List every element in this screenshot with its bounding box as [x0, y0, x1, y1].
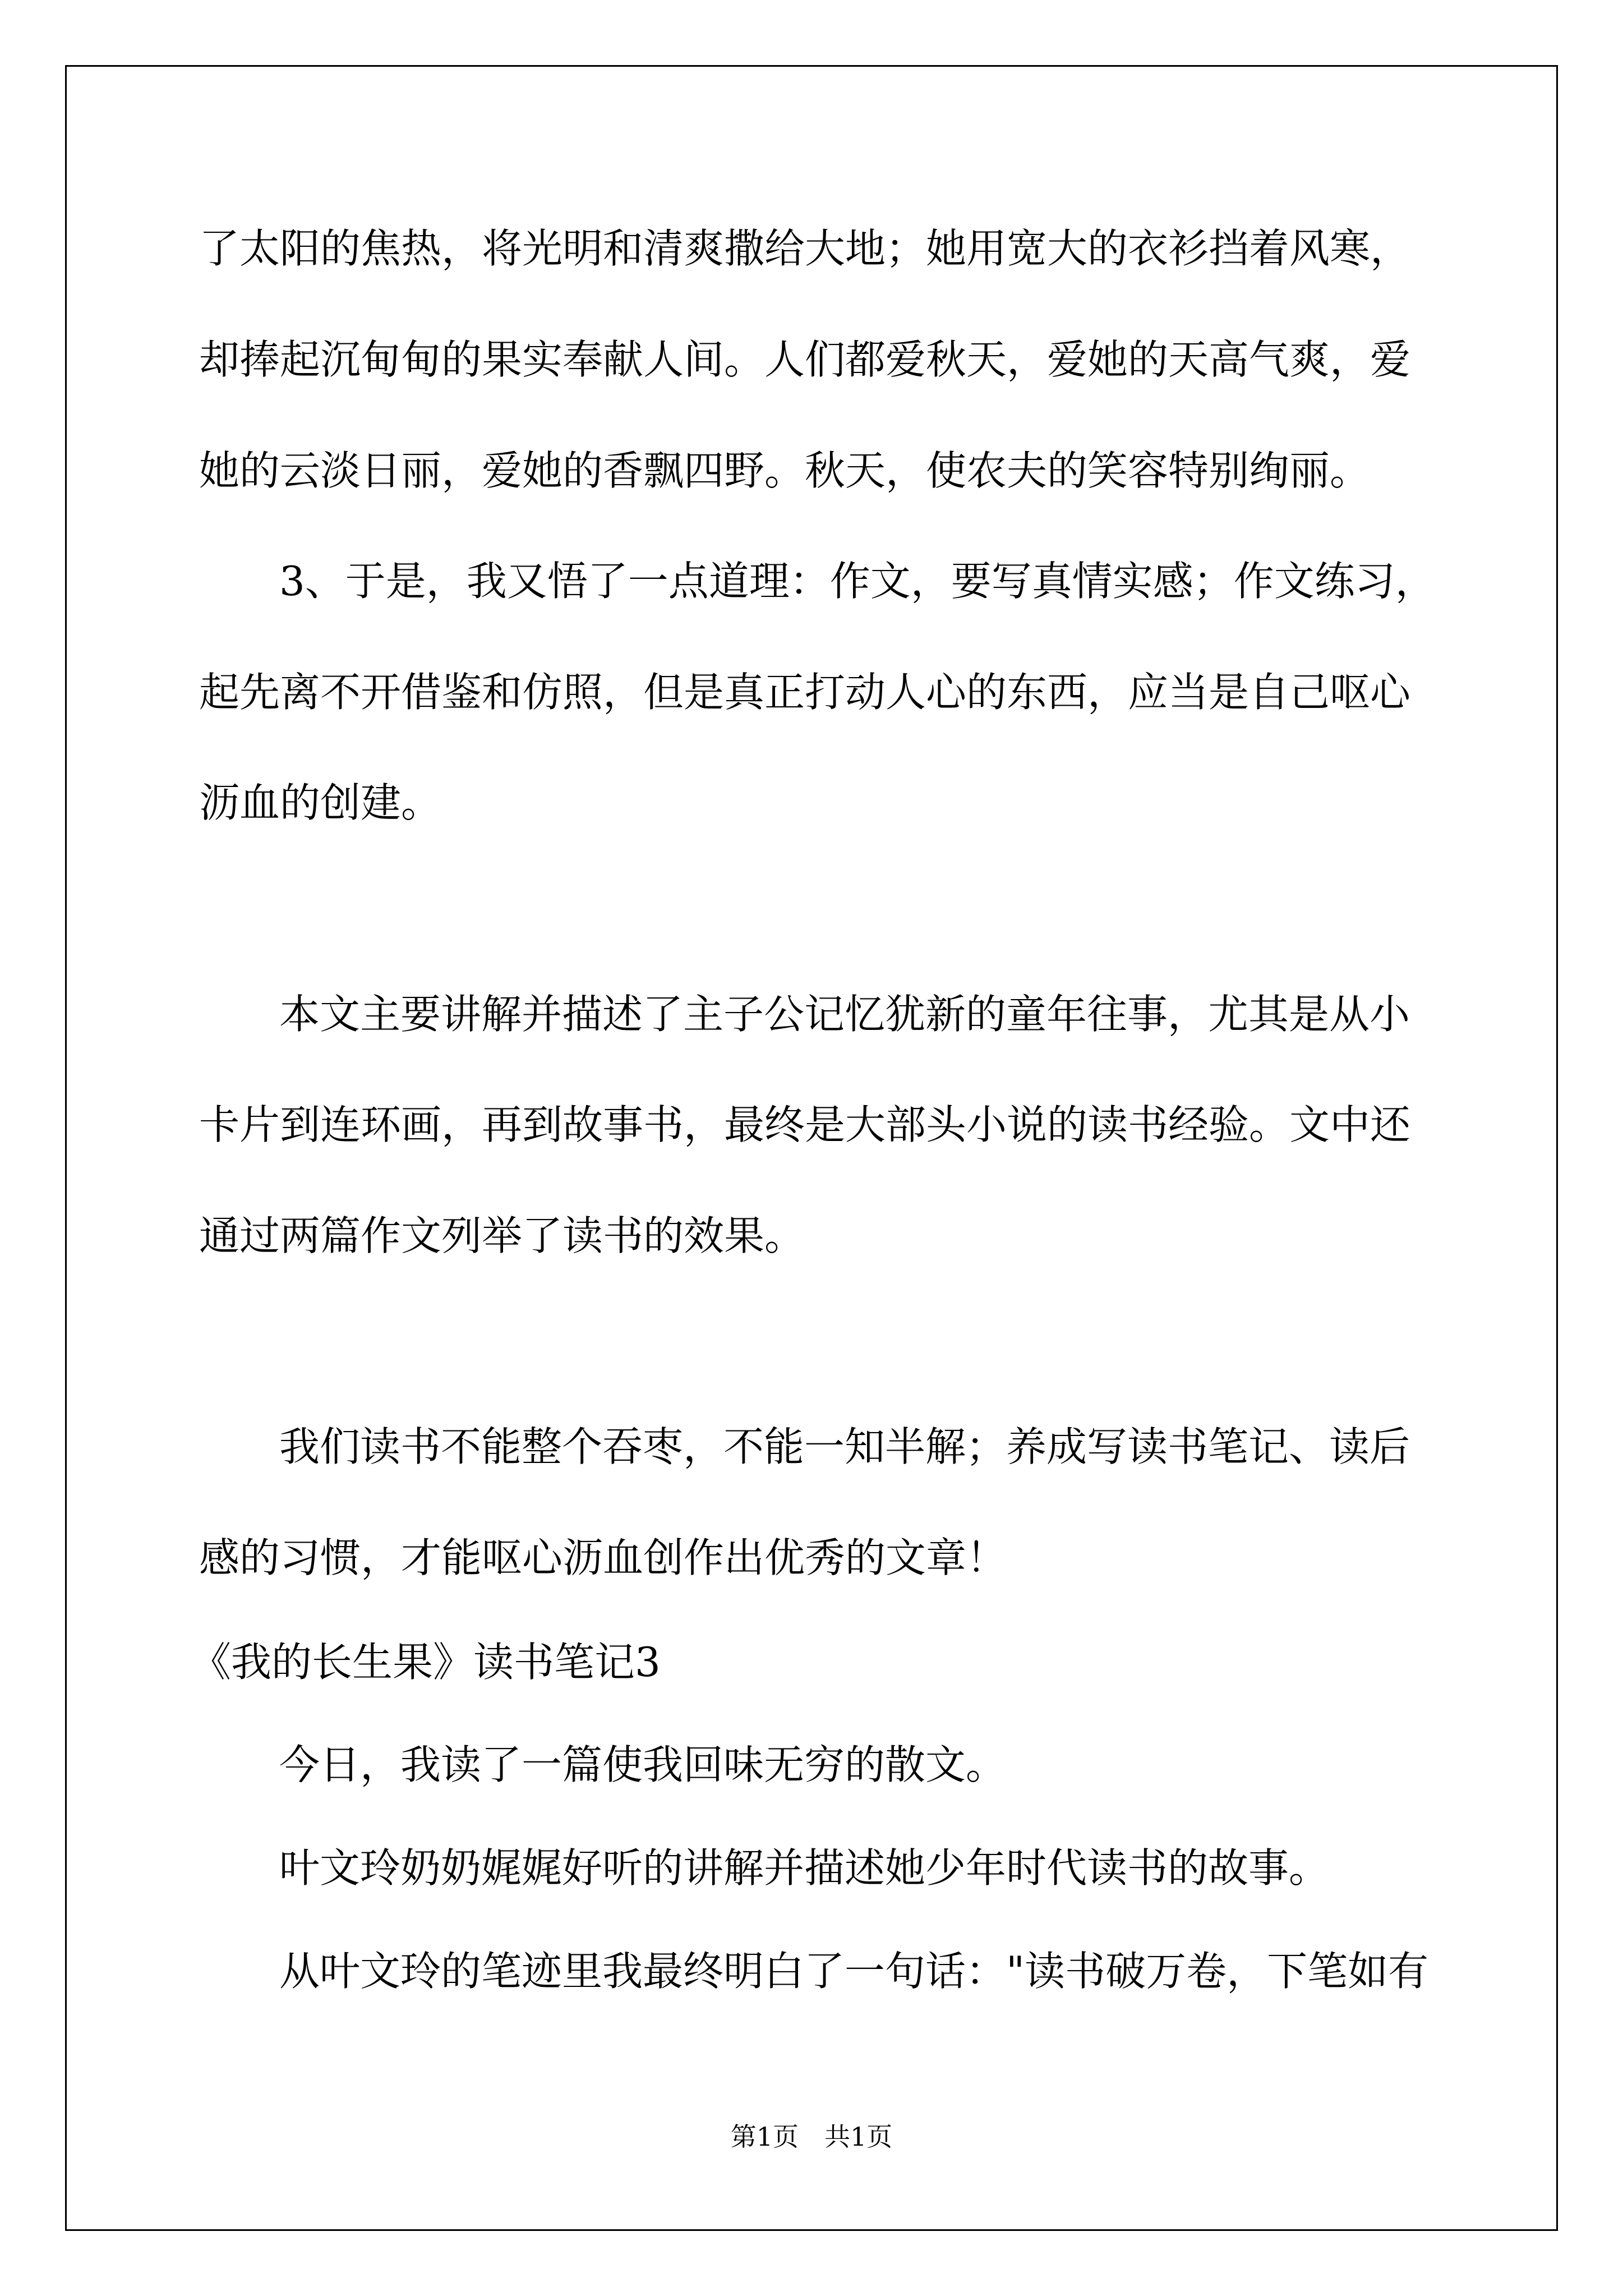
paragraph-line: 感的习惯，才能呕心沥血创作出优秀的文章！ [199, 1534, 1007, 1581]
paragraph-line: 从叶文玲的笔迹里我最终明白了一句话："读书破万卷，下笔如有 [279, 1948, 1429, 1995]
paragraph-line: 3、于是，我又悟了一点道理：作文，要写真情实感；作文练习， [279, 558, 1436, 605]
page-footer: 第1页 共1页 [730, 2122, 893, 2152]
paragraph-line: 我们读书不能整个吞枣，不能一知半解；养成写读书笔记、读后 [279, 1423, 1410, 1470]
paragraph-line: 通过两篇作文列举了读书的效果。 [199, 1212, 805, 1259]
paragraph-line: 今日，我读了一篇使我回味无穷的散文。 [279, 1741, 1007, 1788]
paragraph-line: 卡片到连环画，再到故事书，最终是大部头小说的读书经验。文中还 [199, 1101, 1411, 1148]
paragraph-line: 她的云淡日丽，爱她的香飘四野。秋天，使农夫的笑容特别绚丽。 [199, 447, 1371, 494]
paragraph-line: 起先离不开借鉴和仿照，但是真正打动人心的东西，应当是自己呕心 [199, 669, 1411, 716]
paragraph-line: 却捧起沉甸甸的果实奉献人间。人们都爱秋天，爱她的天高气爽，爱 [199, 336, 1411, 383]
paragraph-line: 了太阳的焦热，将光明和清爽撒给大地；她用宽大的衣衫挡着风寒， [199, 225, 1411, 272]
paragraph-line: 本文主要讲解并描述了主子公记忆犹新的童年往事，尤其是从小 [279, 991, 1410, 1038]
paragraph-line: 叶文玲奶奶娓娓好听的讲解并描述她少年时代读书的故事。 [279, 1844, 1330, 1892]
section-heading: 《我的长生果》读书笔记3 [191, 1639, 661, 1686]
paragraph-line: 沥血的创建。 [199, 779, 442, 826]
